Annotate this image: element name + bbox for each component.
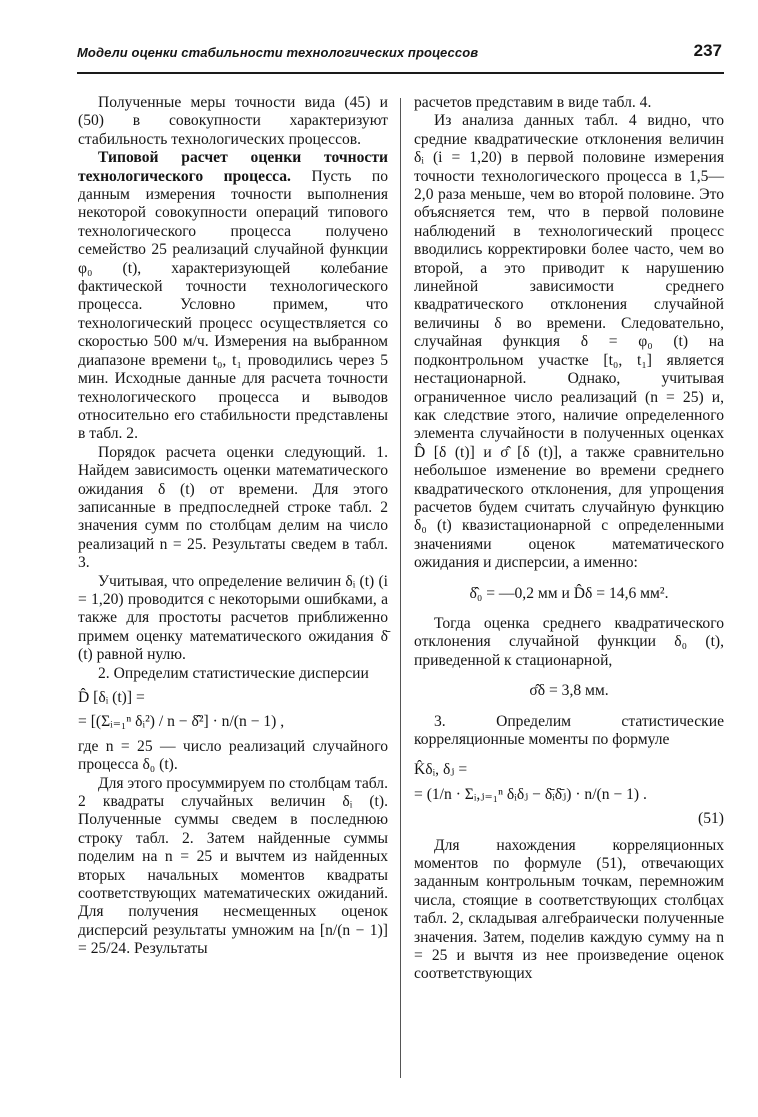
paragraph: Учитывая, что определение величин δᵢ (t) (i = 1,20) проводится с некоторыми ошибками, а также для простоты расчетов приближенно примем оценку математического ожидания δ̄ (t) равной нулю. [78, 572, 388, 664]
paragraph: расчетов представим в виде табл. 4. [414, 94, 652, 111]
formula-dispersion-rhs: = [(Σᵢ₌₁ⁿ δᵢ²) / n − δ̂²] · n/(n − 1) , [78, 713, 285, 731]
paragraph: Полученные меры точности вида (45) и (50) в совокупности характеризуют стабильность технологических процессов. [78, 94, 388, 148]
equation-number: (51) [698, 810, 724, 828]
formula-correlation-rhs: = (1/n · Σᵢ,ⱼ₌₁ⁿ δᵢδⱼ − δ̄ᵢδ̄ⱼ) · n/(n − 1) . [414, 785, 647, 803]
formula-estimates: δ̂₀ = —0,2 мм и D̂δ = 14,6 мм². [469, 584, 669, 602]
paragraph [78, 149, 388, 444]
right-column [414, 94, 724, 984]
paragraph-text: Пусть по данным измерения точности выполнения некоторой совокупности операций типового технологического процесса получено семейство 25 реализаций случайной функции φ₀ (t), характеризующей колебание фактической точности технологического процесса. Условно примем, что технологический процесс осуществляется со скоростью 500 м/ч. Измерения на выбранном диапазоне времени t₀, t₁ проводились через 5 мин. Исходные данные для расчета точности технологического процесса и выводов относительно его стабильности представлены в табл. 2. [78, 167, 388, 443]
left-column [78, 94, 388, 959]
paragraph: Из анализа данных табл. 4 видно, что средние квадратические отклонения величин δᵢ (i = 1,20) в первой половине измерения точности технологического процесса в 1,5—2,0 раза меньше, чем во второй половине. Это объясняется тем, что в первой половине наблюдений в технологический процесс вводились корректировки более часто, чем во второй, а это приводит к нарушению линейной зависимости среднего квадратического отклонения случайной величины δ во времени. Следовательно, случайная функция δ = φ₀ (t) на подконтрольном участке [t₀, t₁] является нестационарной. Однако, учитывая ограниченное число реализаций (n = 25) и, как следствие этого, наличие определенного элемента случайности в полученных оценках D̂ [δ (t)] и σ̂ [δ (t)], а также сравнительно небольшое изменение во времени среднего квадратического отклонения, для упрощения расчетов будем считать случайную функцию δ₀ (t) квазистационарной с определенными значениями оценок математического ожидания и дисперсии, а именно: [414, 112, 724, 572]
column-divider [400, 98, 401, 1078]
paragraph: Для этого просуммируем по столбцам табл. 2 квадраты случайных величин δᵢ (t). Полученные суммы сведем в последнюю строку табл. 2. Затем найденные суммы поделим на n = 25 и вычтем из найденных вторых начальных моментов квадраты соответствующих математических ожиданий. Для получения несмещенных оценок дисперсий результаты умножим на [n/(n − 1)] = 25/24. Результаты [78, 774, 388, 958]
paragraph: 3. Определим статистические корреляционные моменты по формуле [414, 712, 724, 748]
section-heading: Типовой расчет оценки точности технологического процесса. [78, 149, 388, 185]
paragraph: Порядок расчета оценки следующий. 1. Найдем зависимость оценки математического ожидания δ (t) от времени. Для этого записанные в предпоследней строке табл. 2 значения сумм по столбцам делим на число реализаций n = 25. Результаты сведем в табл. 3. [78, 443, 388, 572]
page-number: 237 [693, 41, 722, 60]
formula-correlation-lhs: K̂δᵢ, δⱼ = [414, 761, 468, 779]
formula-sigma: σ̂δ = 3,8 мм. [529, 682, 609, 700]
paragraph: где n = 25 — число реализаций случайного процесса δ₀ (t). [78, 737, 388, 774]
running-header [77, 42, 722, 66]
paragraph: Тогда оценка среднего квадратического отклонения случайной функции δ₀ (t), приведенной к стационарной, [414, 614, 724, 669]
formula-dispersion-lhs: D̂ [δᵢ (t)] = [78, 689, 145, 706]
header-rule [77, 72, 724, 74]
running-title: Модели оценки стабильности технологических процессов [77, 45, 479, 60]
paragraph: Для нахождения корреляционных моментов по формуле (51), отвечающих заданным контрольным точкам, перемножим числа, стоящие в соответствующих столбцах табл. 2, складывая алгебраически полученные значения. Затем, поделив каждую сумму на n = 25 и вычтя из нее произведение оценок соответствующих [414, 836, 724, 983]
paragraph: 2. Определим статистические дисперсии [98, 664, 369, 682]
